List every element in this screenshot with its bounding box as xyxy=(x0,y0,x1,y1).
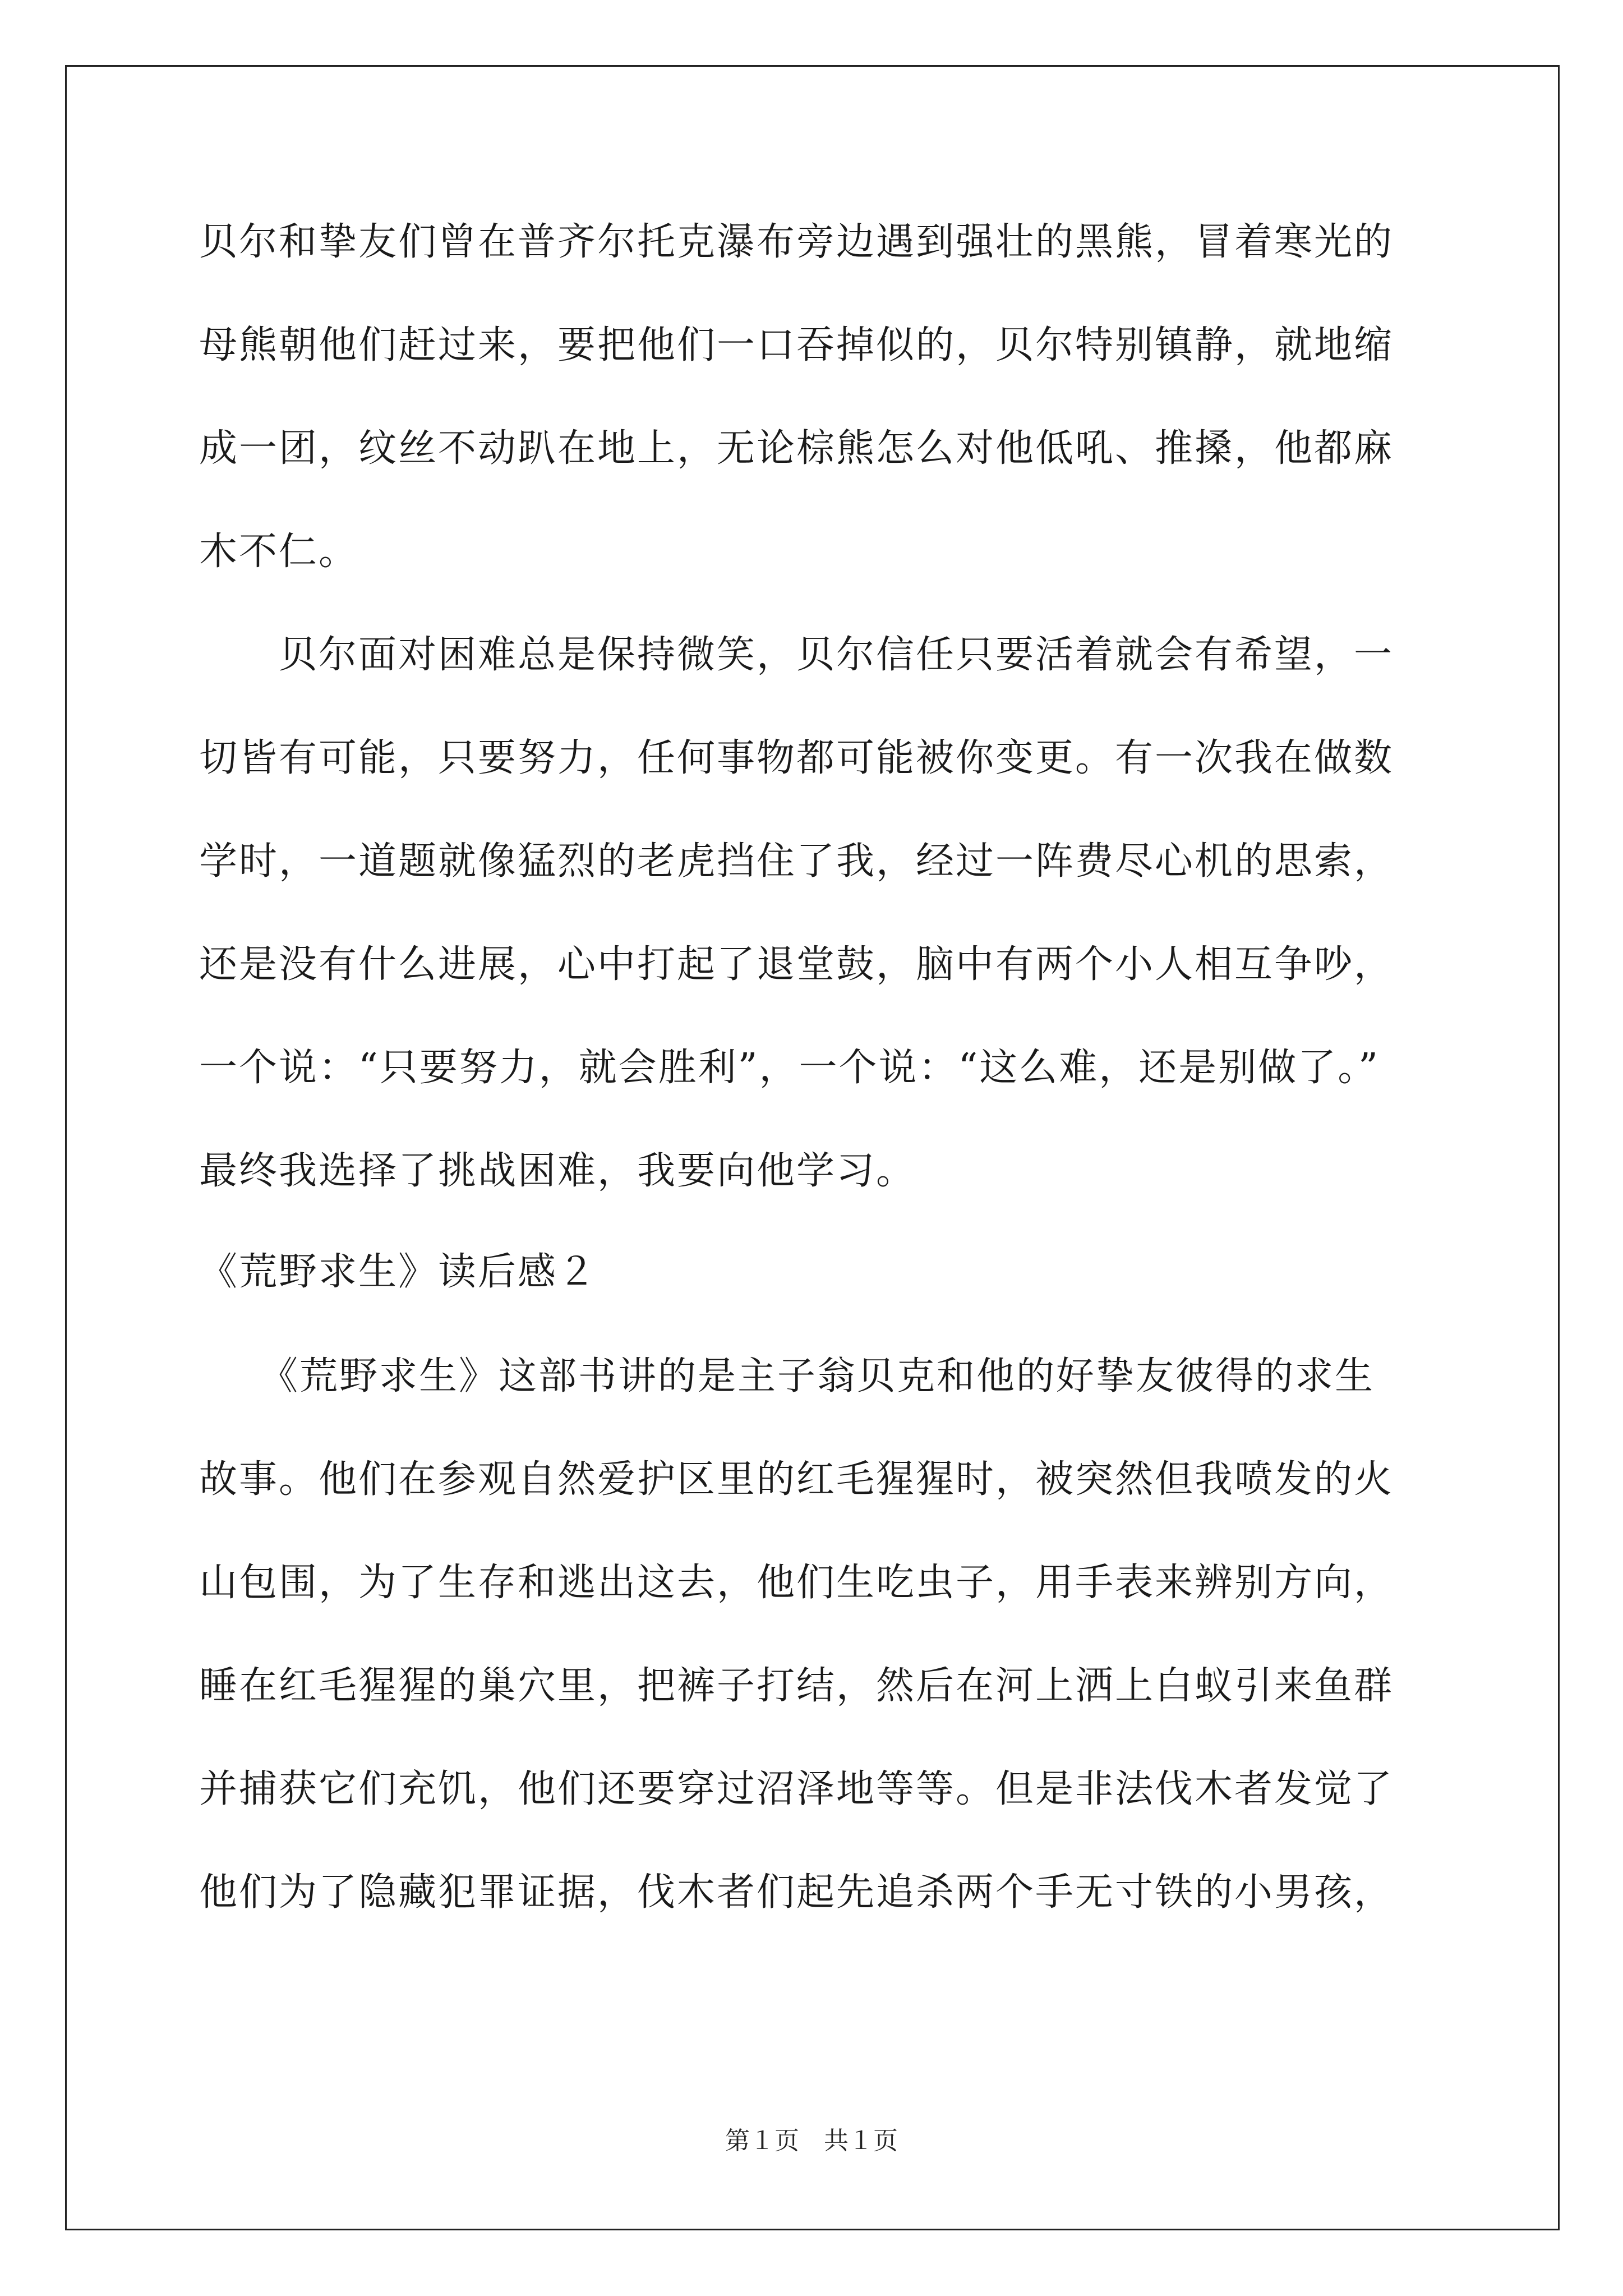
text-line: 《荒野求生》这部书讲的是主子翁贝克和他的好挚友彼得的求生 xyxy=(199,1354,1375,1398)
text-line: 并捕获它们充饥，他们还要穿过沼泽地等等。但是非法伐木者发觉了 xyxy=(199,1767,1394,1811)
text-line: 贝尔面对困难总是保持微笑，贝尔信任只要活着就会有希望，一 xyxy=(199,633,1394,677)
text-line: 故事。他们在参观自然爱护区里的红毛猩猩时，被突然但我喷发的火 xyxy=(199,1457,1394,1502)
page-footer: 第１页 共１页 xyxy=(725,2127,898,2155)
text-line: 切皆有可能，只要努力，任何事物都可能被你变更。有一次我在做数 xyxy=(199,736,1394,780)
text-line: 最终我选择了挑战困难，我要向他学习。 xyxy=(199,1149,916,1193)
text-line: 一个说：“只要努力，就会胜利”，一个说：“这么难，还是别做了。” xyxy=(199,1046,1380,1090)
text-line: 母熊朝他们赶过来，要把他们一口吞掉似的，贝尔特别镇静，就地缩 xyxy=(199,323,1394,367)
text-line: 贝尔和挚友们曾在普齐尔托克瀑布旁边遇到强壮的黑熊，冒着寒光的 xyxy=(199,220,1394,264)
text-line: 学时，一道题就像猛烈的老虎挡住了我，经过一阵费尽心机的思索， xyxy=(199,839,1394,884)
text-line: 还是没有什么进展，心中打起了退堂鼓，脑中有两个小人相互争吵， xyxy=(199,942,1394,987)
text-line: 成一团，纹丝不动趴在地上，无论棕熊怎么对他低吼、推搡，他都麻 xyxy=(199,426,1394,471)
text-line: 睡在红毛猩猩的巢穴里，把裤子打结，然后在河上洒上白蚁引来鱼群 xyxy=(199,1664,1394,1708)
text-line: 山包围，为了生存和逃出这去，他们生吃虫子，用手表来辨别方向， xyxy=(199,1561,1394,1605)
text-line: 他们为了隐藏犯罪证据，伐木者们起先追杀两个手无寸铁的小男孩， xyxy=(199,1870,1394,1915)
text-line: 木不仁。 xyxy=(199,530,359,574)
section-heading: 《荒野求生》读后感２ xyxy=(199,1250,598,1294)
